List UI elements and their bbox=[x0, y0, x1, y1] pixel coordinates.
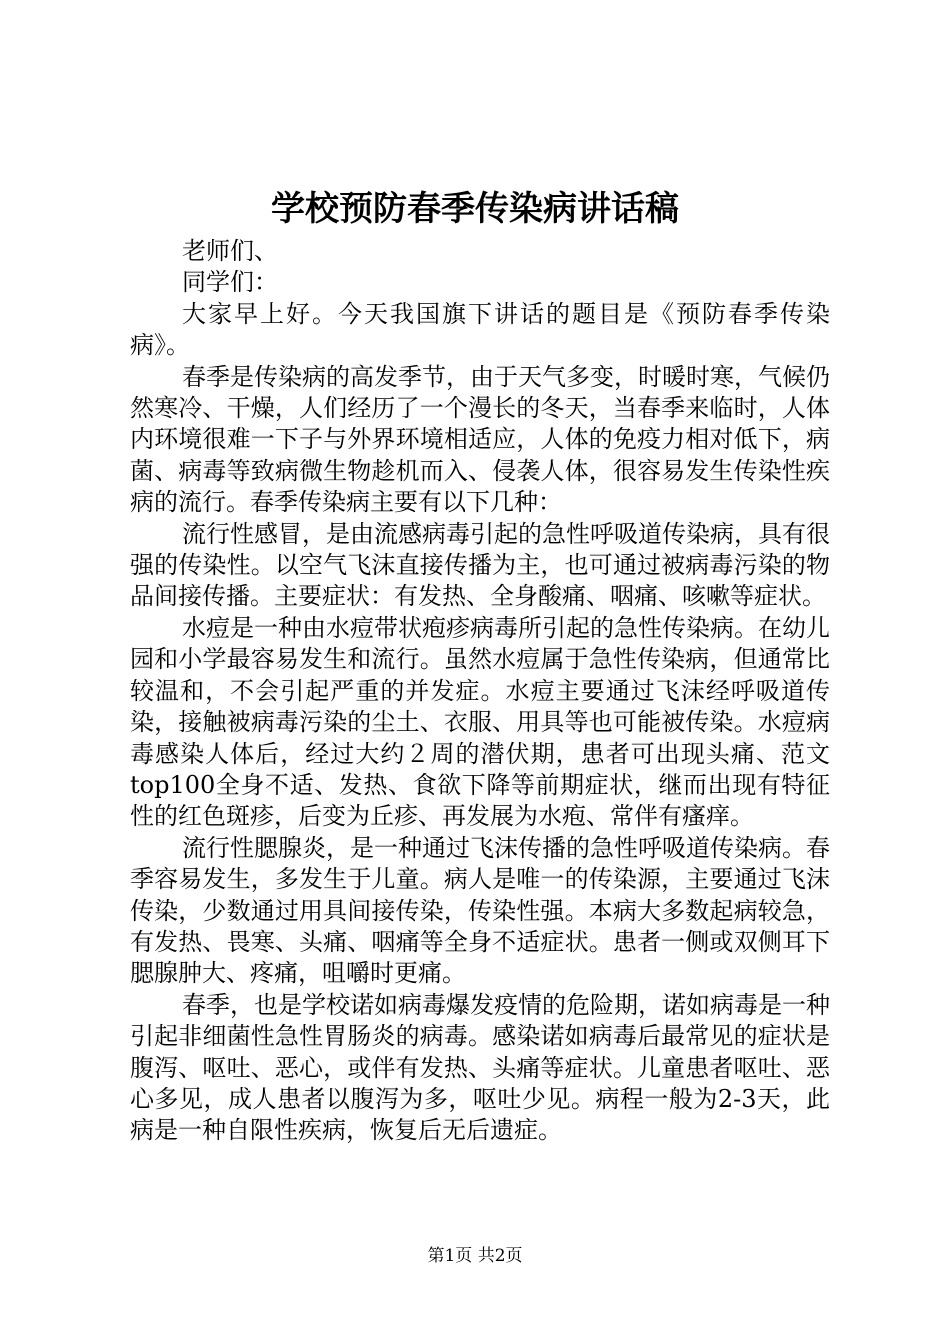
salutation-students: 同学们： bbox=[182, 268, 278, 297]
paragraph-spring-intro: 春季是传染病的高发季节，由于天气多变，时暖时寒，气候仍然寒冷、干燥，人们经历了一个漫长的冬天，当春季来临时，人体内环境很难一下子与外界环境相适应，人体的免疫力相对低下，病菌、病毒等致病微生物趁机而入、侵袭人体，很容易发生传染性疾病的流行。春季传染病主要有以下几种： bbox=[130, 362, 830, 517]
page-number: 第1页 共2页 bbox=[427, 1246, 523, 1266]
paragraph-mumps: 流行性腮腺炎，是一种通过飞沫传播的急性呼吸道传染病。春季容易发生，多发生于儿童。病人是唯一的传染源，主要通过飞沫传染，少数通过用具间接传染，传染性强。本病大多数起病较急，有发热、畏寒、头痛、咽痛等全身不适症状。患者一侧或双侧耳下腮腺肿大、疼痛，咀嚼时更痛。 bbox=[130, 833, 830, 988]
paragraph-influenza: 流行性感冒，是由流感病毒引起的急性呼吸道传染病，具有很强的传染性。以空气飞沫直接传播为主，也可通过被病毒污染的物品间接传播。主要症状：有发热、全身酸痛、咽痛、咳嗽等症状。 bbox=[130, 519, 830, 611]
page-title: 学校预防春季传染病讲话稿 bbox=[271, 189, 679, 229]
document-body bbox=[130, 236, 830, 1147]
paragraph-chickenpox: 水痘是一种由水痘带状疱疹病毒所引起的急性传染病。在幼儿园和小学最容易发生和流行。虽然水痘属于急性传染病，但通常比较温和，不会引起严重的并发症。水痘主要通过飞沫经呼吸道传染，接触被病毒污染的尘土、衣服、用具等也可能被传染。水痘病毒感染人体后，经过大约２周的潜伏期，患者可出现头痛、范文top100全身不适、发热、食欲下降等前期症状，继而出现有特征性的红色斑疹，后变为丘疹、再发展为水疱、常伴有瘙痒。 bbox=[130, 613, 830, 831]
salutation-teachers: 老师们、 bbox=[182, 237, 278, 265]
paragraph-greeting: 大家早上好。今天我国旗下讲话的题目是《预防春季传染病》。 bbox=[130, 299, 830, 360]
paragraph-norovirus: 春季，也是学校诺如病毒爆发疫情的危险期，诺如病毒是一种引起非细菌性急性胃肠炎的病毒。感染诺如病毒后最常见的症状是腹泻、呕吐、恶心，或伴有发热、头痛等症状。儿童患者呕吐、恶心多见，成人患者以腹泻为多，呕吐少见。病程一般为2-3天，此病是一种自限性疾病，恢复后无后遗症。 bbox=[130, 990, 830, 1145]
